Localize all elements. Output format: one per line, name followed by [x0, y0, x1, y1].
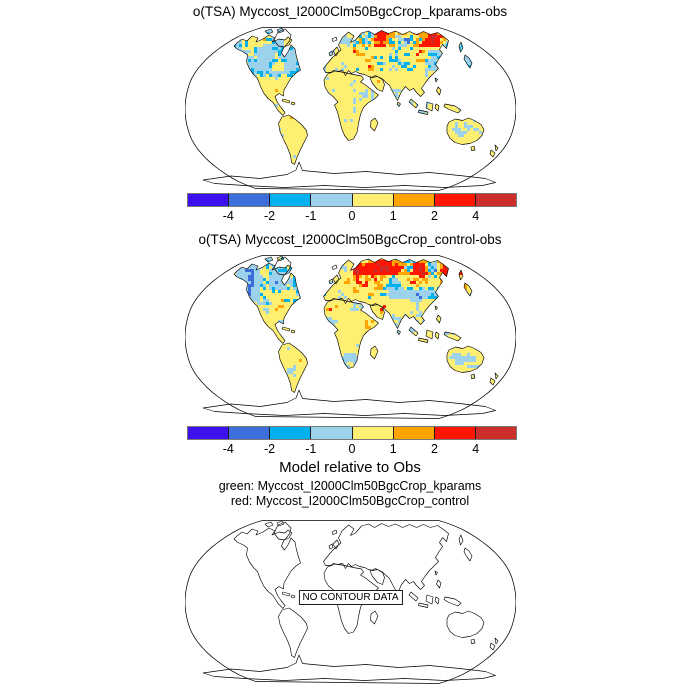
colorbar-segment [434, 194, 475, 206]
colorbar-segment [269, 194, 310, 206]
colorbar-segment [310, 194, 351, 206]
colorbar-tick-label: 2 [431, 442, 438, 456]
colorbar-tick-label: -1 [305, 442, 317, 456]
colorbar-tick-label: -4 [222, 442, 234, 456]
panel1-title: o(TSA) Myccost_I2000Clm50BgcCrop_kparams-obs [192, 4, 508, 19]
panel3-title: Model relative to Obs [279, 459, 421, 476]
panel2-title: o(TSA) Myccost_I2000Clm50BgcCrop_control-obs [198, 232, 502, 247]
colorbar-segment [475, 194, 516, 206]
colorbar-segment [188, 194, 228, 206]
colorbar-segment [188, 427, 228, 439]
colorbar-segment [352, 427, 393, 439]
world-map-control-canvas [185, 254, 516, 420]
colorbar-tick-label: 2 [431, 209, 438, 223]
colorbar-2-ticks [187, 442, 517, 456]
colorbar-segment [393, 427, 434, 439]
colorbar-tick-label: 1 [389, 209, 397, 223]
colorbar-2 [187, 426, 517, 440]
map-control-minus-obs [185, 254, 516, 420]
colorbar-segment [393, 194, 434, 206]
map-kparams-minus-obs [185, 26, 516, 192]
no-contour-data-label: NO CONTOUR DATA [298, 590, 402, 605]
world-map-kparams-canvas [185, 26, 516, 192]
panel3-subtitle-red: red: Myccost_I2000Clm50BgcCrop_control [230, 494, 470, 508]
colorbar-tick-label: 4 [472, 442, 480, 456]
map-model-relative-obs [185, 519, 516, 685]
colorbar-segment [228, 194, 269, 206]
colorbar-tick-label: 4 [472, 209, 480, 223]
colorbar-1-ticks [187, 209, 517, 223]
colorbar-tick-label: -2 [263, 442, 276, 456]
colorbar-1 [187, 193, 517, 207]
colorbar-tick-label: 1 [389, 442, 397, 456]
colorbar-tick-label: -4 [222, 209, 234, 223]
colorbar-segment [475, 427, 516, 439]
colorbar-tick-label: 0 [348, 442, 356, 456]
colorbar-tick-label: -1 [305, 209, 317, 223]
colorbar-tick-label: -2 [263, 209, 276, 223]
colorbar-segment [228, 427, 269, 439]
colorbar-segment [310, 427, 351, 439]
colorbar-tick-label: 0 [348, 209, 356, 223]
colorbar-segment [434, 427, 475, 439]
colorbar-segment [352, 194, 393, 206]
colorbar-segment [269, 427, 310, 439]
panel3-subtitle-green: green: Myccost_I2000Clm50BgcCrop_kparams [218, 479, 482, 493]
